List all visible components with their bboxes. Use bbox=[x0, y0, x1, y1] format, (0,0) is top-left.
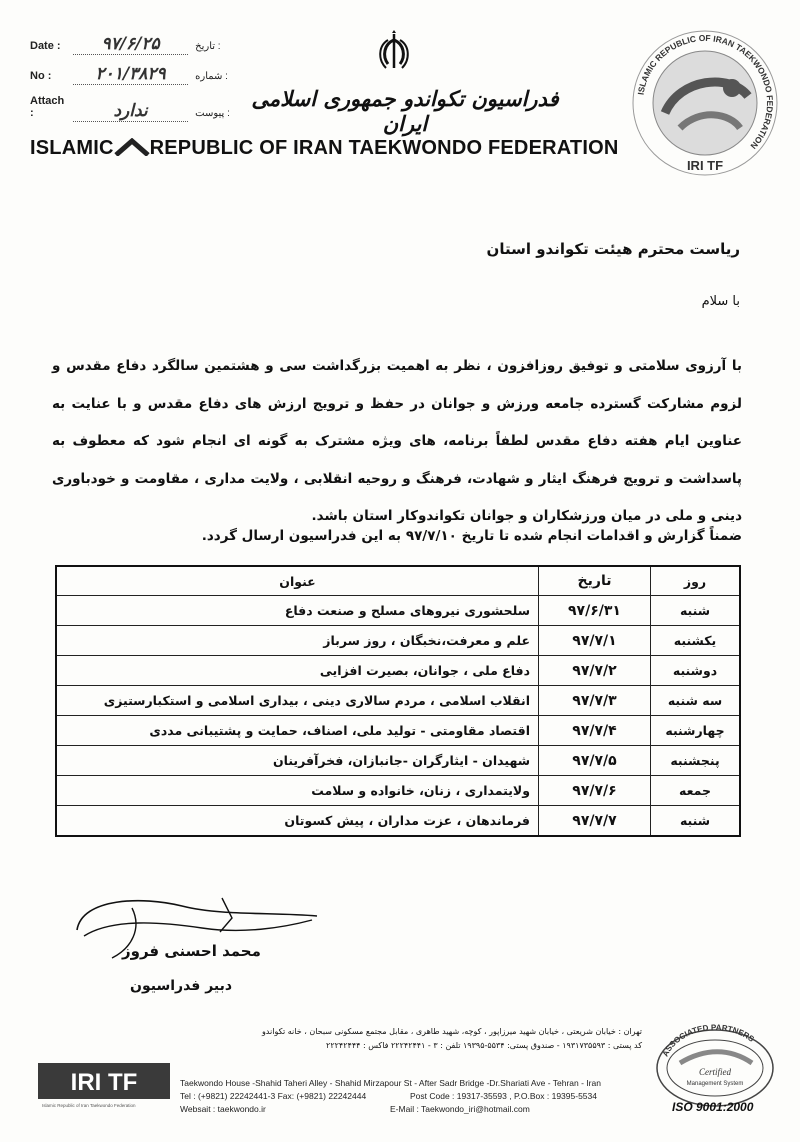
table-header-row bbox=[56, 566, 740, 596]
iso-certified-text: Certified bbox=[699, 1067, 731, 1077]
federation-name-en-right: REPUBLIC OF IRAN TAEKWONDO FEDERATION bbox=[149, 137, 619, 159]
row-day: دوشنبه bbox=[651, 656, 741, 686]
signatory-name: محمد احسنی فروز bbox=[122, 942, 261, 960]
signatory-role: دبیر فدراسیون bbox=[130, 978, 233, 994]
attach-label-fa: پیوست : bbox=[195, 108, 230, 119]
number-label-en: No : bbox=[30, 70, 52, 82]
row-title: انقلاب اسلامی ، مردم سالاری دینی ، بیداری اسلامی و استکبارستیزی bbox=[56, 686, 539, 716]
table-row bbox=[56, 626, 740, 656]
table-row bbox=[56, 716, 740, 746]
table-row bbox=[56, 656, 740, 686]
row-date: ۹۷/۷/۵ bbox=[539, 746, 651, 776]
iso-standard: ISO 9001:2000 bbox=[672, 1100, 754, 1114]
attach-row bbox=[30, 95, 230, 122]
letter-body: با آرزوی سلامتی و توفیق روزافزون ، نظر به اهمیت بزرگداشت سی و هشتمین سالگرد دفاع مقدس و لزوم مشارکت گسترده جامعه ورزش و جوانان در حفظ و ترویج ارزش های دفاع مقدس و با عنایت به عناوین ایام هفته دفاع مقدس لطفاً برنامه، های ویژه مشترک به گونه ای انجام شود که معطوف به پاسداشت و ترویج فرهنگ ایثار و شهادت، فرهنگ و روحیه انقلابی ، ولایت مداری ، مقاومت و خودباوری دینی و ملی در میان ورزشکاران و جوانان تکواندوکار استان باشد. bbox=[52, 358, 742, 525]
row-day: شنبه bbox=[651, 806, 741, 837]
federation-name-en bbox=[30, 137, 619, 160]
number-row bbox=[30, 64, 228, 85]
schedule-table bbox=[55, 565, 741, 837]
footer-email-en: E-Mail : Taekwondo_iri@hotmail.com bbox=[390, 1104, 530, 1114]
iso-system-text: Management System bbox=[686, 1081, 744, 1087]
bottom-logo-text: IRI TF bbox=[70, 1069, 138, 1096]
header-day: روز bbox=[651, 566, 741, 596]
table-row bbox=[56, 806, 740, 837]
row-title: ولایتمداری ، زنان، خانواده و سلامت bbox=[56, 776, 539, 806]
iran-emblem-icon bbox=[372, 30, 416, 74]
header-title: عنوان bbox=[56, 566, 539, 596]
attach-value: ندارد bbox=[73, 101, 188, 122]
logo-mark-text: IRI TF bbox=[686, 158, 724, 173]
row-title: فرماندهان ، عزت مداران ، پیش کسوتان bbox=[56, 806, 539, 837]
iso-ring-text: ASSOCIATED PARTNERS bbox=[660, 1023, 756, 1058]
footer-address-fa: تهران : خیابان شریعتی ، خیابان شهید میرزاپور ، کوچه، شهید طاهری ، مقابل مجتمع مسکونی سبحان ، خانه تکواندو bbox=[261, 1027, 642, 1036]
federation-name-fa: فدراسیون تکواندو جمهوری اسلامی ایران bbox=[251, 86, 559, 136]
table-row bbox=[56, 776, 740, 806]
row-day: پنجشنبه bbox=[651, 746, 741, 776]
row-day: جمعه bbox=[651, 776, 741, 806]
row-date: ۹۷/۷/۷ bbox=[539, 806, 651, 837]
table-row bbox=[56, 746, 740, 776]
letter-addressee: ریاست محترم هیئت تکواندو استان bbox=[486, 240, 740, 258]
row-title: دفاع ملی ، جوانان، بصیرت افزایی bbox=[56, 656, 539, 686]
table-row bbox=[56, 686, 740, 716]
row-day: سه شنبه bbox=[651, 686, 741, 716]
letter-note: ضمناً گزارش و اقدامات انجام شده تا تاریخ ۹۷/۷/۱۰ به این فدراسیون ارسال گردد. bbox=[201, 528, 742, 544]
number-value: ۲۰۱/۳۸۲۹ bbox=[73, 64, 188, 85]
row-date: ۹۷/۷/۶ bbox=[539, 776, 651, 806]
row-date: ۹۷/۷/۳ bbox=[539, 686, 651, 716]
row-day: شنبه bbox=[651, 596, 741, 626]
header-date: تاریخ bbox=[539, 566, 651, 596]
table-row bbox=[56, 596, 740, 626]
federation-name-en-left: ISLAMIC bbox=[30, 137, 114, 159]
row-date: ۹۷/۷/۲ bbox=[539, 656, 651, 686]
footer-website-en: Websait : taekwondo.ir bbox=[180, 1104, 266, 1114]
row-title: اقتصاد مقاومتی - تولید ملی، اصناف، حمایت و پشتیبانی مددی bbox=[56, 716, 539, 746]
footer-post-en: Post Code : 19317-35593 , P.O.Box : 19395-5534 bbox=[410, 1091, 597, 1101]
chevron-mark-icon bbox=[114, 138, 150, 156]
federation-bottom-logo-icon bbox=[38, 1063, 170, 1109]
letter-greeting: با سلام bbox=[701, 294, 740, 309]
row-title: سلحشوری نیروهای مسلح و صنعت دفاع bbox=[56, 596, 539, 626]
row-title: شهیدان - ایثارگران -جانبازان، فخرآفرینان bbox=[56, 746, 539, 776]
federation-logo-icon bbox=[620, 18, 790, 188]
date-value: ۹۷/۶/۲۵ bbox=[73, 34, 188, 55]
row-title: علم و معرفت،نخبگان ، روز سرباز bbox=[56, 626, 539, 656]
attach-label-en: Attach : bbox=[30, 95, 65, 119]
number-label-fa: شماره : bbox=[195, 71, 228, 82]
row-day: چهارشنبه bbox=[651, 716, 741, 746]
row-date: ۹۷/۷/۱ bbox=[539, 626, 651, 656]
date-row bbox=[30, 34, 221, 55]
row-date: ۹۷/۶/۳۱ bbox=[539, 596, 651, 626]
row-day: یکشنبه bbox=[651, 626, 741, 656]
row-date: ۹۷/۷/۴ bbox=[539, 716, 651, 746]
bottom-logo-caption: Islamic Republic of Iran Taekwondo Federation bbox=[42, 1103, 136, 1108]
footer-tel-en: Tel : (+9821) 22242441-3 Fax: (+9821) 22242444 bbox=[180, 1091, 367, 1101]
date-label-en: Date : bbox=[30, 40, 61, 52]
date-label-fa: تاریخ : bbox=[195, 41, 221, 52]
footer-postal-fa: کد پستی : ۱۹۳۱۷۳۵۵۹۳ - صندوق پستی: ۵۵۳۴-۱۹۳۹۵ تلفن : ۳ - ۲۲۲۴۲۴۴۱ فاکس : ۲۲۲۴۲۴۴۴ bbox=[326, 1041, 642, 1050]
logo-ring-text-en: ISLAMIC REPUBLIC OF IRAN TAEKWONDO FEDERATION bbox=[635, 32, 776, 151]
footer-address-en: Taekwondo House -Shahid Taheri Alley - Shahid Mirzapour St - After Sadr Bridge -Dr.Shariati Ave - Tehran - Iran bbox=[180, 1078, 601, 1088]
